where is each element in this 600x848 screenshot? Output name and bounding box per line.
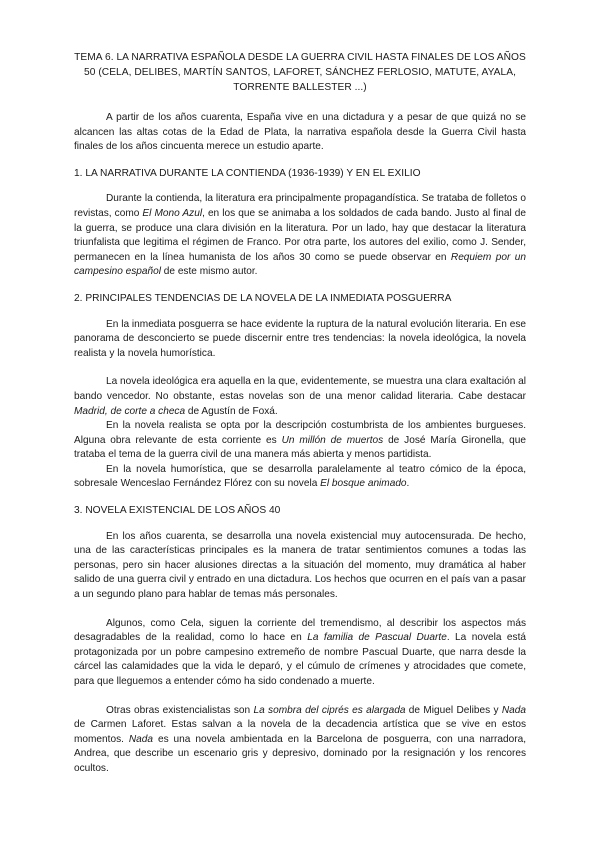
spacer [74,603,526,617]
section-3-paragraph-2 [74,617,526,690]
text-run: En la novela humorística, que se desarrolla paralelamente al teatro cómico de la época, sobresale Wenceslao Fernández Flórez con su novela [74,463,526,490]
text-run: En la novela realista se opta por la descripción costumbrista de los ambientes burgueses. Alguna obra relevante de esta corriente es [74,420,526,446]
intro-paragraph [74,111,526,155]
document-title: TEMA 6. LA NARRATIVA ESPAÑOLA DESDE LA GUERRA CIVIL HASTA FINALES DE LOS AÑOS 50 (CELA, DELIBES, MARTÍN SANTOS, LAFORET, SÁNCHEZ FERLOSIO, MATUTE, AYALA, TORRENTE BALLESTER ...) [74,52,526,93]
section-1-heading: 1. LA NARRATIVA DURANTE LA CONTIENDA (1936-1939) Y EN EL EXILIO [74,167,421,179]
italic-title: La sombra del ciprés es alargada [253,704,406,716]
spacer [74,361,526,375]
text-run: En la inmediata posguerra se hace evidente la ruptura de la natural evolución literaria. En ese panorama de desconcierto se puede discernir entre tres tendencias: la novela ideológica, la novela realista y la novela humorística. [74,318,526,359]
text-run: de Miguel Delibes y [405,704,502,716]
document-page [74,50,526,777]
italic-title: Nada [501,704,526,716]
text-run: de José María Gironella, que trataba el tema de la guerra civil de una manera más abierta y menos partidista. [74,434,526,461]
section-3-paragraph-3 [74,704,526,777]
italic-title: Nada [128,733,154,745]
spacer [74,690,526,704]
section-2-heading: 2. PRINCIPALES TENDENCIAS DE LA NOVELA DE LA INMEDIATA POSGUERRA [74,292,452,304]
text-run: La novela ideológica era aquella en la que, evidentemente, se muestra una clara exaltación al bando vencedor. No obstante, estas novelas son de una menor calidad literaria. Cabe destacar [74,376,526,402]
section-3-paragraph-1 [74,530,526,603]
section-2-paragraph-4 [74,463,526,492]
section-3-heading: 3. NOVELA EXISTENCIAL DE LOS AÑOS 40 [74,505,281,517]
intro-text: A partir de los años cuarenta, España vive en una dictadura y a pesar de que quizá no se alcancen las altas cotas de la Edad de Plata, la narrativa española desde la Guerra Civil hasta finales de los años cincuenta merece un estudio aparte. [74,112,526,153]
italic-title: La familia de Pascual Duarte [307,632,447,644]
text-run: de Agustín de Foxá. [185,405,278,417]
text-run: . [406,478,410,490]
text-run: Algunos, como Cela, siguen la corriente del tremendismo, al describir los aspectos más desagradables de la realidad, como lo hace en [74,617,526,644]
section-2-paragraph-3 [74,419,526,463]
italic-title: El Mono Azul [142,207,203,219]
section-2-paragraph-2 [74,375,526,419]
text-run: Otras obras existencialistas son [106,704,254,716]
text-run: es una novela ambientada en la Barcelona de posguerra, con una narradora, Andrea, que describe un escenario gris y depresivo, dominado por la resignación y los rencores ocultos. [74,733,526,774]
italic-title: Requiem por un campesino español [74,251,526,278]
section-1-paragraph [74,192,526,280]
italic-title: Madrid, de corte a checa [74,405,186,417]
text-run: En los años cuarenta, se desarrolla una novela existencial muy autocensurada. De hecho, una de las características principales es la manera de tratar sentimientos comunes a todas las personas, pero sin hacer alusiones directas a la situación del momento, muy dramática al haber salido de una guerra civil y entrado en una dictadura. Los hechos que ocurren en el país van a pasar a un segundo plano para hablar de temas más personales. [74,530,526,601]
text-run: . La novela está protagonizada por un pobre campesino extremeño de nombre Pascual Duarte, que narra desde la cárcel las calamidades que la vida le deparó, y el cúmulo de crímenes y atrocidades que comete, para que lleguemos a entender cómo ha sido condenado a muerte. [74,632,526,687]
text-run: Durante la contienda, la literatura era principalmente propagandística. Se trataba de folletos o revistas, como [74,193,526,219]
text-run: de este mismo autor. [160,266,258,278]
section-2-paragraph-1 [74,318,526,362]
text-run: de Carmen Laforet. Estas salvan a la novela de la decadencia artística que se vive en estos momentos. [74,719,526,745]
text-run: , en los que se animaba a los soldados de cada bando. Justo al final de la guerra, se produce una clara división en la literatura. Por un lado, hay que destacar la literatura triunfalista que legitima el régimen de Franco. Por otra parte, los autores del exilio, como J. Sender, permanecen en la línea humanista de los años 30 como se puede observar en [74,207,527,263]
italic-title: El bosque animado [320,478,407,490]
italic-title: Un millón de muertos [281,434,384,446]
